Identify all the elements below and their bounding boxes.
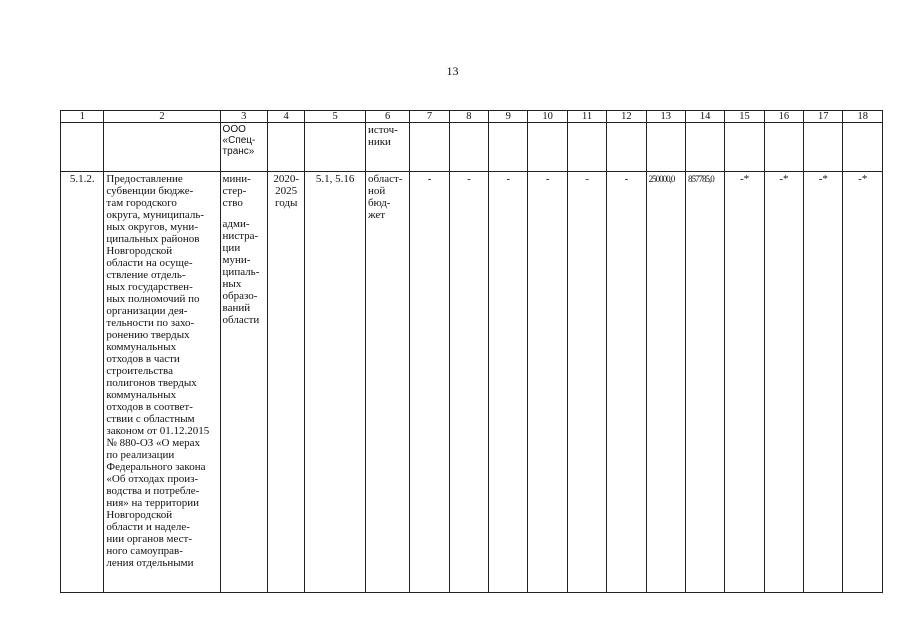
- column-number: 13: [646, 111, 685, 123]
- cell-8: -: [449, 172, 488, 593]
- column-number: 3: [220, 111, 267, 123]
- column-number: 14: [685, 111, 724, 123]
- column-number: 10: [528, 111, 567, 123]
- column-number: 11: [567, 111, 606, 123]
- column-number: 15: [725, 111, 764, 123]
- cell-10: -: [528, 172, 567, 593]
- cell-13: 250000,0: [646, 172, 685, 593]
- column-number: 17: [804, 111, 843, 123]
- column-number: 9: [489, 111, 528, 123]
- column-number: 5: [305, 111, 366, 123]
- cell-18: -*: [843, 172, 883, 593]
- column-number: 6: [365, 111, 409, 123]
- continuation-row: [61, 123, 883, 172]
- column-number: 18: [843, 111, 883, 123]
- page-number: 13: [446, 64, 459, 78]
- row-source: област- ной бюд- жет: [365, 172, 409, 593]
- column-number: 7: [410, 111, 449, 123]
- cell-9: -: [489, 172, 528, 593]
- executor-continuation: ООО «Спец- транс»: [220, 123, 267, 172]
- column-number: 12: [607, 111, 646, 123]
- column-number: 16: [764, 111, 803, 123]
- table-row: [61, 172, 883, 593]
- cell-11: -: [567, 172, 606, 593]
- source-continuation: источ- ники: [365, 123, 409, 172]
- column-number: 2: [104, 111, 220, 123]
- cell-15: -*: [725, 172, 764, 593]
- column-number: 8: [449, 111, 488, 123]
- cell-12: -: [607, 172, 646, 593]
- program-table: [60, 110, 883, 593]
- cell-16: -*: [764, 172, 803, 593]
- row-targets: 5.1, 5.16: [305, 172, 366, 593]
- row-number: 5.1.2.: [61, 172, 104, 593]
- row-description: Предоставление субвенции бюдже- там городского округа, муниципаль- ных округов, муни- ципальных районов Новгородской области на осуще- ствление отдель- ных государствен- ных полномочий по организации дея- тельности по захо- ронению твердых коммунальных отходов в части строительства полигонов твердых коммунальных отходов в соответ- ствии с областным законом от 01.12.2015 № 880-ОЗ «О мерах по реализации Федерального закона «Об отходах произ- водства и потребле- ния» на территории Новгородской области и наделе- нии органов мест- ного самоуправ- ления отдельными: [104, 172, 220, 593]
- column-number-row: [61, 111, 883, 123]
- cell-7: -: [410, 172, 449, 593]
- column-number: 1: [61, 111, 104, 123]
- cell-17: -*: [804, 172, 843, 593]
- row-executor: мини- стер- ство адми- нистра- ции муни- ципаль- ных образо- ваний области: [220, 172, 267, 593]
- cell-14: 857785,0: [685, 172, 724, 593]
- column-number: 4: [268, 111, 305, 123]
- row-years: 2020- 2025 годы: [268, 172, 305, 593]
